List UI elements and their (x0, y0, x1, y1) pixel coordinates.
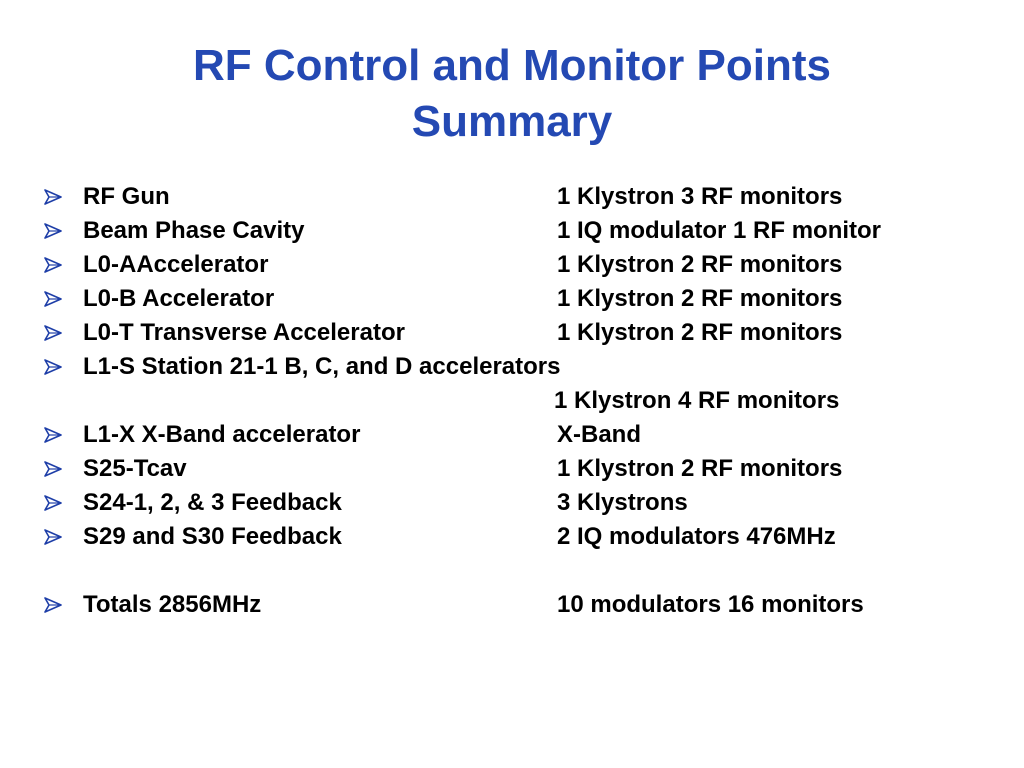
item-value: 1 Klystron 2 RF monitors (557, 319, 843, 346)
list-item (44, 486, 984, 520)
right-arrowhead-icon (44, 529, 62, 545)
slide-title (0, 38, 1024, 150)
right-arrowhead-icon (44, 427, 62, 443)
item-label: L0-AAccelerator (83, 251, 269, 278)
item-value: X-Band (557, 421, 641, 448)
totals-label: Totals 2856MHz (83, 591, 262, 618)
item-label: S29 and S30 Feedback (83, 523, 342, 550)
list-item (44, 180, 984, 214)
list-item-continuation (44, 384, 984, 418)
list-item (44, 282, 984, 316)
right-arrowhead-icon (44, 291, 62, 307)
item-label: S25-Tcav (83, 455, 187, 482)
right-arrowhead-icon (44, 223, 62, 239)
list-item (44, 418, 984, 452)
list-item (44, 452, 984, 486)
item-value: 1 Klystron 2 RF monitors (557, 285, 843, 312)
slide-title-line-2: Summary (411, 97, 613, 146)
bullet-list (44, 180, 984, 622)
item-value: 1 Klystron 3 RF monitors (557, 183, 843, 210)
slide-title-line-1: RF Control and Monitor Points (193, 41, 831, 90)
item-label: L0-T Transverse Accelerator (83, 319, 405, 346)
right-arrowhead-icon (44, 461, 62, 477)
item-label: S24-1, 2, & 3 Feedback (83, 489, 342, 516)
list-item (44, 316, 984, 350)
list-spacer (44, 554, 984, 588)
item-label: RF Gun (83, 183, 170, 210)
right-arrowhead-icon (44, 597, 62, 613)
item-value: 1 Klystron 4 RF monitors (554, 387, 840, 414)
right-arrowhead-icon (44, 495, 62, 511)
list-item (44, 248, 984, 282)
totals-item (44, 588, 984, 622)
right-arrowhead-icon (44, 325, 62, 341)
item-label: L0-B Accelerator (83, 285, 275, 312)
item-value: 3 Klystrons (557, 489, 688, 516)
list-item (44, 214, 984, 248)
item-value: 1 IQ modulator 1 RF monitor (557, 217, 882, 244)
item-label: Beam Phase Cavity (83, 217, 305, 244)
item-value: 1 Klystron 2 RF monitors (557, 251, 843, 278)
right-arrowhead-icon (44, 359, 62, 375)
list-item (44, 520, 984, 554)
right-arrowhead-icon (44, 189, 62, 205)
list-item (44, 350, 984, 384)
item-value: 2 IQ modulators 476MHz (557, 523, 836, 550)
item-label: L1-X X-Band accelerator (83, 421, 361, 448)
item-label: L1-S Station 21-1 B, C, and D accelerators (83, 353, 561, 380)
item-value: 1 Klystron 2 RF monitors (557, 455, 843, 482)
totals-value: 10 modulators 16 monitors (557, 591, 864, 618)
right-arrowhead-icon (44, 257, 62, 273)
